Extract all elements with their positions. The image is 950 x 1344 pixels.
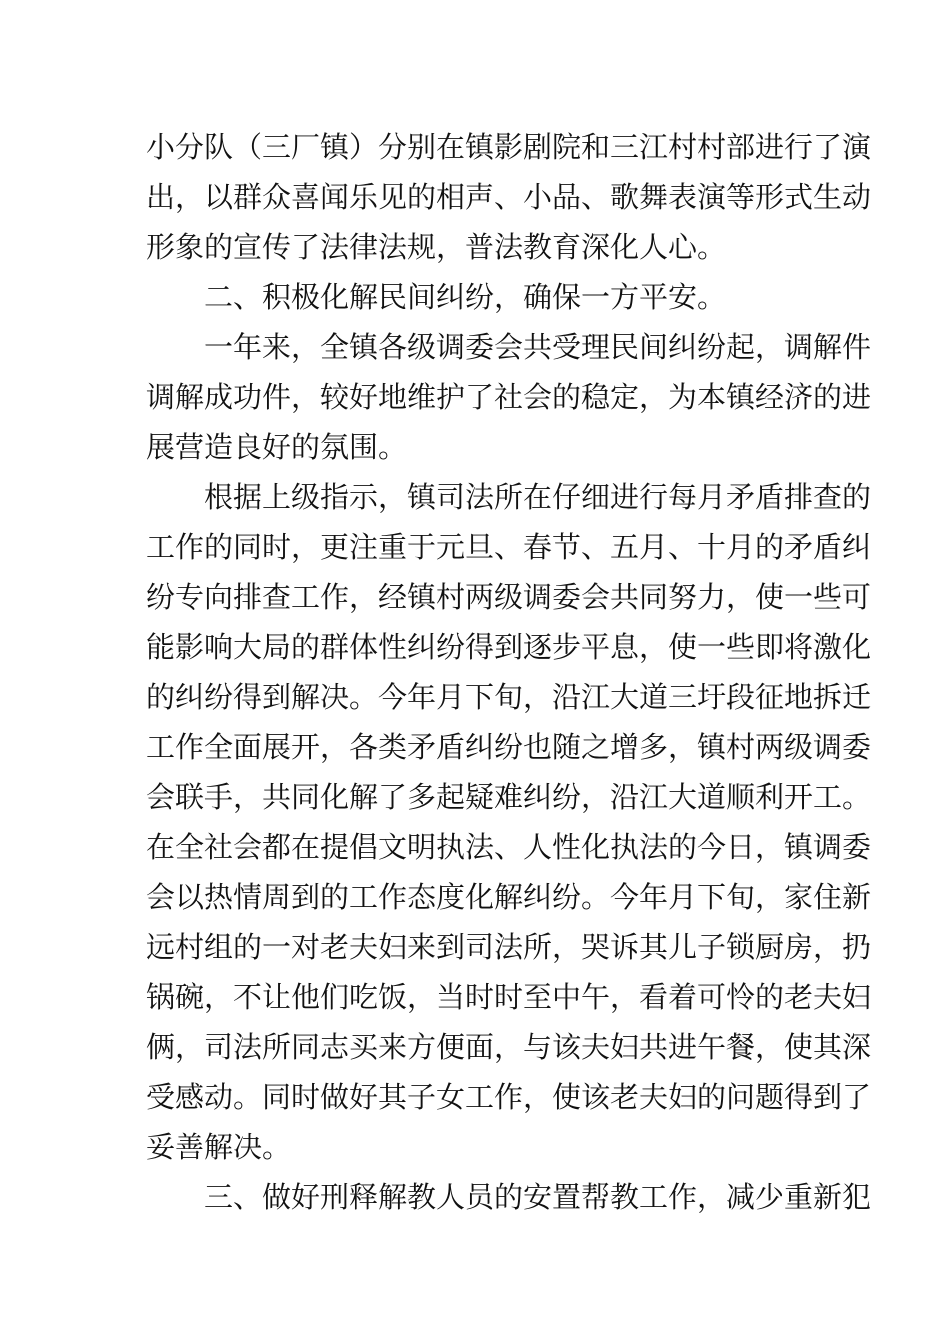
- text-line: 工作的同时，更注重于元旦、春节、五月、十月的矛盾纠: [146, 530, 872, 564]
- text-line: 会联手，共同化解了多起疑难纠纷，沿江大道顺利开工。: [146, 780, 872, 814]
- text-line: 纷专向排查工作，经镇村两级调委会共同努力，使一些可: [146, 580, 872, 614]
- text-line: 调解成功件，较好地维护了社会的稳定，为本镇经济的进: [146, 380, 872, 414]
- body-text: [146, 122, 872, 1222]
- text-line: 受感动。同时做好其子女工作，使该老夫妇的问题得到了: [146, 1080, 872, 1114]
- section-heading: 三、做好刑释解教人员的安置帮教工作，减少重新犯: [146, 1180, 872, 1214]
- text-line: 形象的宣传了法律法规，普法教育深化人心。: [146, 230, 727, 264]
- text-line: 能影响大局的群体性纠纷得到逐步平息，使一些即将激化: [146, 630, 872, 664]
- text-line: 展营造良好的氛围。: [146, 430, 408, 464]
- text-line: 锅碗，不让他们吃饭，当时时至中午，看着可怜的老夫妇: [146, 980, 872, 1014]
- text-line: 的纠纷得到解决。今年月下旬，沿江大道三圩段征地拆迁: [146, 680, 872, 714]
- section-heading: 二、积极化解民间纠纷，确保一方平安。: [146, 280, 727, 314]
- text-line: 妥善解决。: [146, 1130, 292, 1164]
- text-line: 出，以群众喜闻乐见的相声、小品、歌舞表演等形式生动: [146, 180, 872, 214]
- text-line: 远村组的一对老夫妇来到司法所，哭诉其儿子锁厨房，扔: [146, 930, 872, 964]
- text-line: 俩，司法所同志买来方便面，与该夫妇共进午餐，使其深: [146, 1030, 872, 1064]
- text-line: 小分队（三厂镇）分别在镇影剧院和三江村村部进行了演: [146, 130, 872, 164]
- text-line: 一年来，全镇各级调委会共受理民间纠纷起，调解件: [146, 330, 872, 364]
- text-line: 会以热情周到的工作态度化解纠纷。今年月下旬，家住新: [146, 880, 872, 914]
- text-line: 工作全面展开，各类矛盾纠纷也随之增多，镇村两级调委: [146, 730, 872, 764]
- text-line: 在全社会都在提倡文明执法、人性化执法的今日，镇调委: [146, 830, 872, 864]
- text-line: 根据上级指示，镇司法所在仔细进行每月矛盾排查的: [146, 480, 872, 514]
